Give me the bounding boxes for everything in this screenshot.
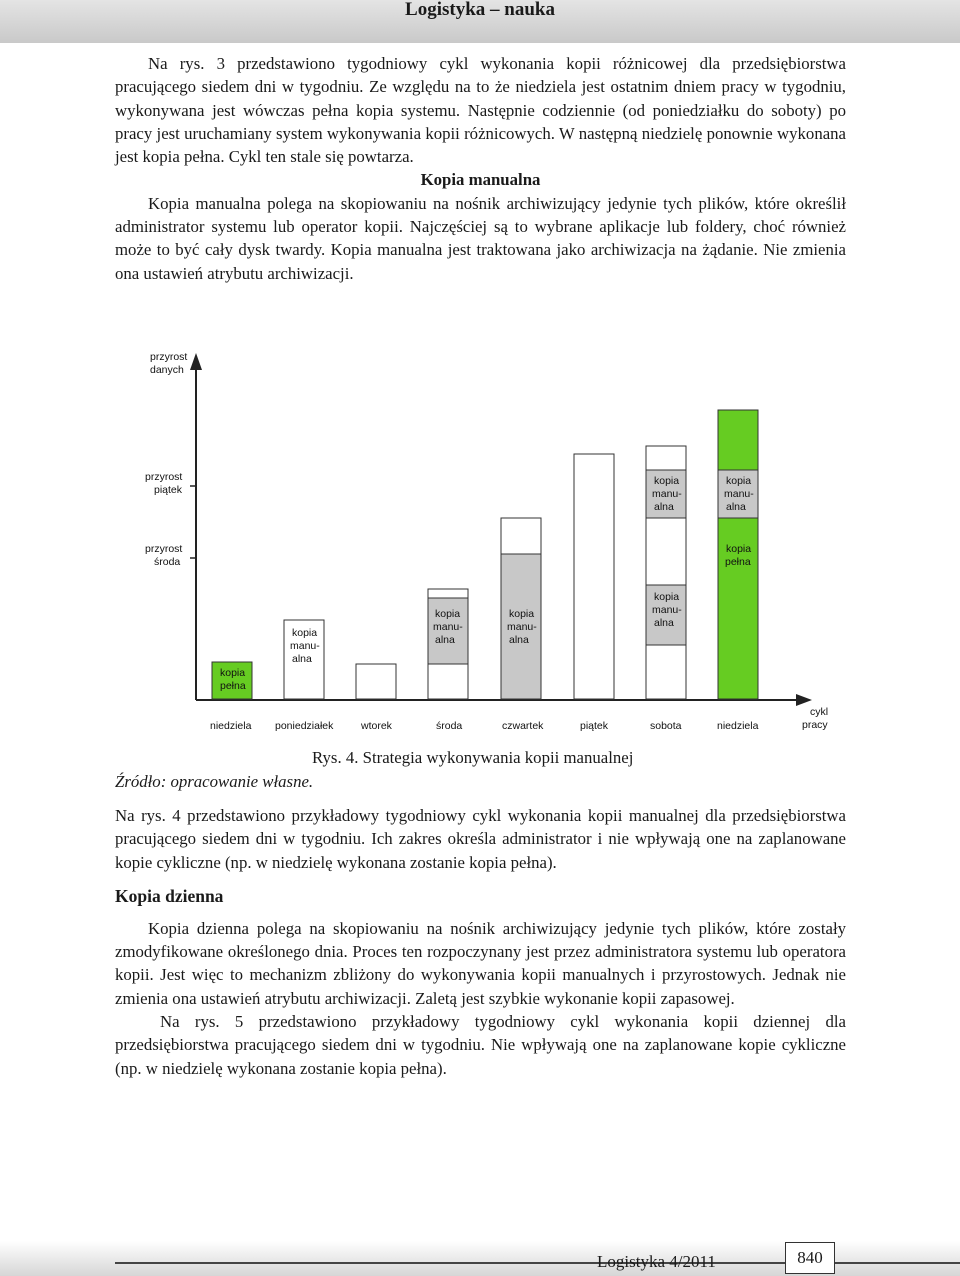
heading-kopia-dzienna: Kopia dzienna (115, 885, 224, 906)
manual-label-thursday-line3: alna (509, 634, 529, 646)
manual-label-saturday-top-line1: kopia (654, 475, 680, 487)
day-label-thursday: czwartek (502, 720, 544, 732)
x-axis-label-line2: pracy (802, 719, 828, 731)
running-header-title: Logistyka – nauka (405, 0, 555, 20)
day-label-tuesday: wtorek (361, 720, 392, 732)
manual-label-wednesday-line2: manu- (433, 621, 463, 633)
figure-source: Źródło: opracowanie własne. (115, 772, 314, 791)
paragraph-2: Kopia manualna polega na skopiowaniu na nośnik archiwizujący jedynie tych plików, które określił administrator systemu lub operator kopii. Najczęściej są to wybrane aplikacje lub foldery, choć również może to być cały dysk twardy. Kopia manualna jest traktowana jako archiwizacja na żądanie. Nie zmienia ona ustawień atrybutu archiwizacji. (115, 193, 846, 283)
page-number: 840 (785, 1242, 835, 1274)
x-axis-label-line1: cykl (810, 706, 829, 718)
manual-label-next-sunday-line2: manu- (724, 488, 754, 500)
heading-kopia-manualna: Kopia manualna (420, 170, 541, 190)
manual-label-saturday-top-line3: alna (654, 501, 674, 513)
manual-label-saturday-bottom-line1: kopia (654, 591, 680, 603)
day-label-monday: poniedziałek (275, 720, 334, 732)
text-block-bottom (115, 804, 846, 1080)
paragraph-3: Na rys. 4 przedstawiono przykładowy tygodniowy cykl wykonania kopii manualnej dla przedsiębiorstwa pracującego siedem dni w tygodniu. Ich zakres określa administrator i nie wpływają one na zaplanowane kopie cykliczne (np. w niedzielę wykonana zostanie kopia pełna). (115, 806, 846, 872)
manual-label-saturday-bottom-line2: manu- (652, 604, 682, 616)
paragraph-1: Na rys. 3 przedstawiono tygodniowy cykl wykonania kopii różnicowej dla przedsiębiorstwa pracującego siedem dni w tygodniu. Ze względu na to że niedziela jest ostatnim dniem pracy w tygodniu, wykonywana jest wówczas pełna kopia systemu. Następnie codziennie (od poniedziałku do soboty) po pracy jest uruchamiany system wykonywania kopii różnicowych. W następną niedzielę ponownie wykonana jest kopia pełna. Cykl ten stale się powtarza. (115, 54, 846, 167)
manual-label-monday-line2: manu- (290, 640, 320, 652)
full-backup-label-next-sunday-line2: pełna (725, 556, 751, 568)
manual-label-saturday-top-line2: manu- (652, 488, 682, 500)
y-axis-label-line1: przyrost (150, 351, 188, 363)
paragraph-4: Kopia dzienna polega na skopiowaniu na nośnik archiwizujący jedynie tych plików, które zostały zmodyfikowane określonego dnia. Proces ten rozpoczynany jest przez administratora systemu lub operatora kopii. Jest więc to mechanizm zbliżony do wykonywania kopii manualnych i przyrostowych. Jednak nie zmienia ona ustawień atrybutu archiwizacji. Zaletą jest szybkie wykonanie kopii zapasowej. (115, 918, 846, 1008)
manual-label-wednesday-line1: kopia (435, 608, 461, 620)
footer-journal: Logistyka 4/2011 (597, 1252, 716, 1271)
y-axis-label-line2: danych (150, 364, 184, 376)
manual-label-thursday-line2: manu- (507, 621, 537, 633)
x-axis-arrow-icon (796, 694, 812, 706)
level-label-sroda-line1: przyrost (145, 543, 183, 555)
full-backup-label-sunday-line2: pełna (220, 680, 246, 692)
day-label-friday: piątek (580, 720, 609, 732)
day-label-wednesday: środa (436, 720, 463, 732)
day-label-sunday: niedziela (210, 720, 252, 732)
manual-backup-box-tuesday (356, 664, 396, 699)
paragraph-5: Na rys. 5 przedstawiono przykładowy tygodniowy cykl wykonania kopii dziennej dla przedsiębiorstwa pracującego siedem dni w tygodniu. Nie wpływają one na zaplanowane kopie cykliczne (np. w niedzielę wykonana zostanie kopia pełna). (115, 1012, 846, 1078)
full-backup-label-next-sunday-line1: kopia (726, 543, 752, 555)
running-header (0, 0, 960, 43)
level-label-piatek-line1: przyrost (145, 471, 183, 483)
day-label-next-sunday: niedziela (717, 720, 759, 732)
figure-caption: Rys. 4. Strategia wykonywania kopii manualnej (312, 748, 634, 767)
y-axis-arrow-icon (190, 353, 202, 370)
manual-label-monday-line1: kopia (292, 627, 318, 639)
manual-label-monday-line3: alna (292, 653, 312, 665)
level-label-sroda-line2: środa (154, 556, 181, 568)
manual-backup-diagram (0, 345, 960, 745)
manual-label-wednesday-line3: alna (435, 634, 455, 646)
manual-label-saturday-bottom-line3: alna (654, 617, 674, 629)
level-label-piatek-line2: piątek (154, 484, 183, 496)
text-block-top (115, 52, 846, 285)
manual-label-next-sunday-line3: alna (726, 501, 746, 513)
day-label-saturday: sobota (650, 720, 682, 732)
manual-backup-box-friday (574, 454, 614, 699)
manual-label-thursday-line1: kopia (509, 608, 535, 620)
full-backup-label-sunday-line1: kopia (220, 667, 246, 679)
manual-label-next-sunday-line1: kopia (726, 475, 752, 487)
